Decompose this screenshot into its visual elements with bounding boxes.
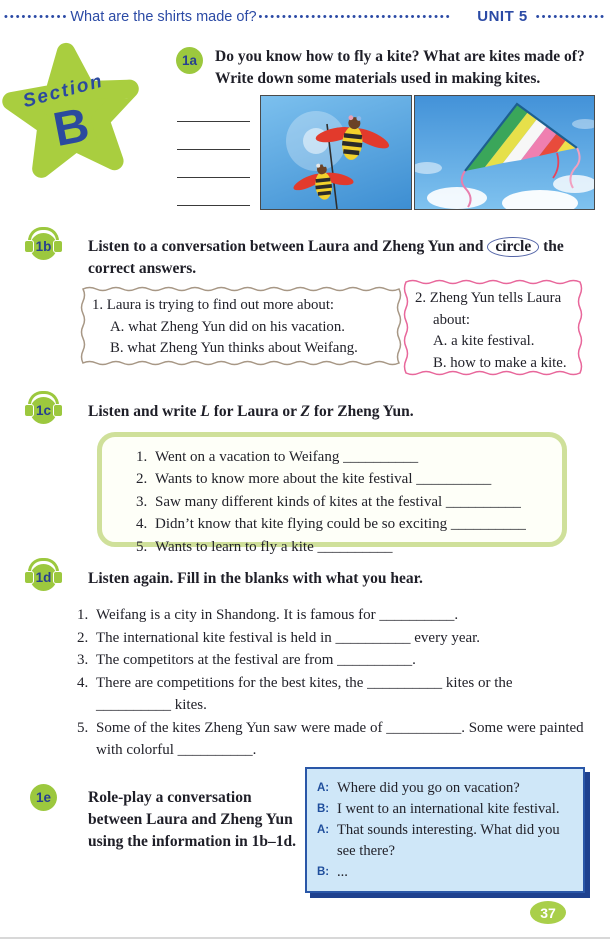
question-1: 1. Laura is trying to find out more about: [92,297,335,313]
item-text: The international kite festival is held in __________ every year. [96,629,481,646]
page-header [4,8,606,25]
item-number: 1. [77,607,89,623]
section-b-star [0,21,150,197]
sample-dialog-box [305,767,585,893]
item-text: Weifang is a city in Shandong. It is famous for __________. [96,607,459,623]
task-1a-heading: Do you know how to fly a kite? What are kites made of? Write down some materials used in making kites. [215,48,585,87]
dialog-text: I went to an international kite festival. [337,801,560,817]
task-badge-1d [30,564,57,591]
item-number: 5. [136,538,148,555]
letter-Z: Z [300,403,311,420]
page-bottom-rule [0,937,610,939]
question-box-2 [403,279,583,376]
checklist-item [136,446,554,468]
task-1b-heading-pre: Listen to a conversation between Laura and Zheng Yun and [88,238,484,255]
item-text: Wants to know more about the kite festival __________ [155,471,492,488]
headphone-icon [24,240,34,253]
dotted-leader-right: •••••••••••• [535,10,606,23]
checklist-item [136,468,554,490]
headphone-icon [53,404,63,417]
item-number: 4. [136,516,148,533]
item-text: Saw many different kinds of kites at the festival __________ [155,493,521,510]
task-badge-1c-label: 1c [35,403,52,418]
checklist-item [136,491,554,513]
item-number: 3. [77,652,89,668]
task-badge-1b [30,233,57,260]
write-line [177,205,250,206]
dialog-line [317,862,573,883]
dialog-text: ... [337,864,348,880]
task-1e-heading: Role-play a conversation between Laura and Zheng Yun using the information in 1b–1d. [88,789,297,850]
rainbow-kite-illustration [415,96,594,209]
item-text: Went on a vacation to Weifang __________ [155,449,419,465]
blank-item [77,649,585,672]
write-line [177,121,250,122]
question-2-option-b: B. how to make a kite. [433,354,567,371]
task-badge-1e-label: 1e [35,790,52,805]
fill-in-blanks-list [77,604,585,762]
headphone-icon [24,404,34,417]
item-text: Wants to learn to fly a kite __________ [155,538,393,555]
question-1-option-a: A. what Zheng Yun did on his vacation. [110,318,345,335]
letter-L: L [200,403,210,420]
task-badge-1d-label: 1d [35,570,52,585]
unit-label: UNIT 5 [477,8,528,25]
checklist-item [136,513,554,535]
photo-rainbow-kite [414,95,595,210]
dotted-leader-mid: ••••••••••••••••••••••••••••••••• [258,10,452,23]
chapter-question: What are the shirts made of? [70,8,257,25]
blank-item [77,717,585,762]
speaker-label: B: [317,803,330,815]
page-number: 37 [540,904,556,921]
blank-item [77,672,585,717]
item-number: 4. [77,674,89,691]
speaker-label: B: [317,866,330,878]
write-line [177,177,250,178]
item-number: 5. [77,719,89,736]
task-badge-1c [30,397,57,424]
task-badge-1a-label: 1a [181,53,198,68]
question-2-option-a: A. a kite festival. [433,333,535,349]
bee-kites-illustration [261,96,411,209]
section-label: Section [20,70,106,113]
task-1b-heading [88,236,590,280]
section-letter: B [49,98,94,157]
headphone-icon [53,240,63,253]
task-1c-heading-post: for Zheng Yun. [313,403,414,420]
blank-item [77,604,585,627]
item-number: 2. [77,629,89,646]
checklist-item [136,536,554,558]
question-2: 2. Zheng Yun tells Laura about: [415,290,562,328]
item-number: 2. [136,471,148,488]
task-1b-heading-post: the correct answers. [88,238,564,277]
dialog-line [317,799,573,820]
question-1-option-b: B. what Zheng Yun thinks about Weifang. [110,340,358,356]
headphone-icon [24,571,34,584]
task-1d-heading: Listen again. Fill in the blanks with what you hear. [88,570,423,587]
circled-word: circle [487,237,539,257]
task-1c-heading-mid: for Laura or [213,403,297,420]
item-text: There are competitions for the best kites, the __________ kites or the __________ kites. [96,674,513,713]
dialog-line [317,820,573,862]
dialog-line [317,778,573,799]
item-number: 1. [136,449,148,465]
dialog-text: That sounds interesting. What did you see there? [337,822,560,859]
item-text: Didn’t know that kite flying could be so exciting __________ [155,516,526,533]
item-number: 3. [136,493,148,510]
photo-bee-kites [260,95,412,210]
task-badge-1a [176,47,203,74]
speaker-label: A: [317,824,330,836]
page-number-badge [530,901,566,924]
speaker-label: A: [317,782,330,794]
blank-item [77,627,585,650]
task-badge-1b-label: 1b [35,239,52,254]
question-box-1 [80,286,402,366]
task-badge-1e [30,784,57,811]
item-text: The competitors at the festival are from __________. [96,652,416,668]
headphone-icon [53,571,63,584]
write-line [177,149,250,150]
task-1c-heading-pre: Listen and write [88,403,197,420]
dotted-leader-left: ••••••••••• [4,10,69,23]
dialog-text: Where did you go on vacation? [337,780,520,796]
item-text: Some of the kites Zheng Yun saw were made of __________. Some were painted with colorful __________. [96,719,584,758]
task-1c-heading [88,401,588,423]
listening-checklist-box [97,432,567,555]
